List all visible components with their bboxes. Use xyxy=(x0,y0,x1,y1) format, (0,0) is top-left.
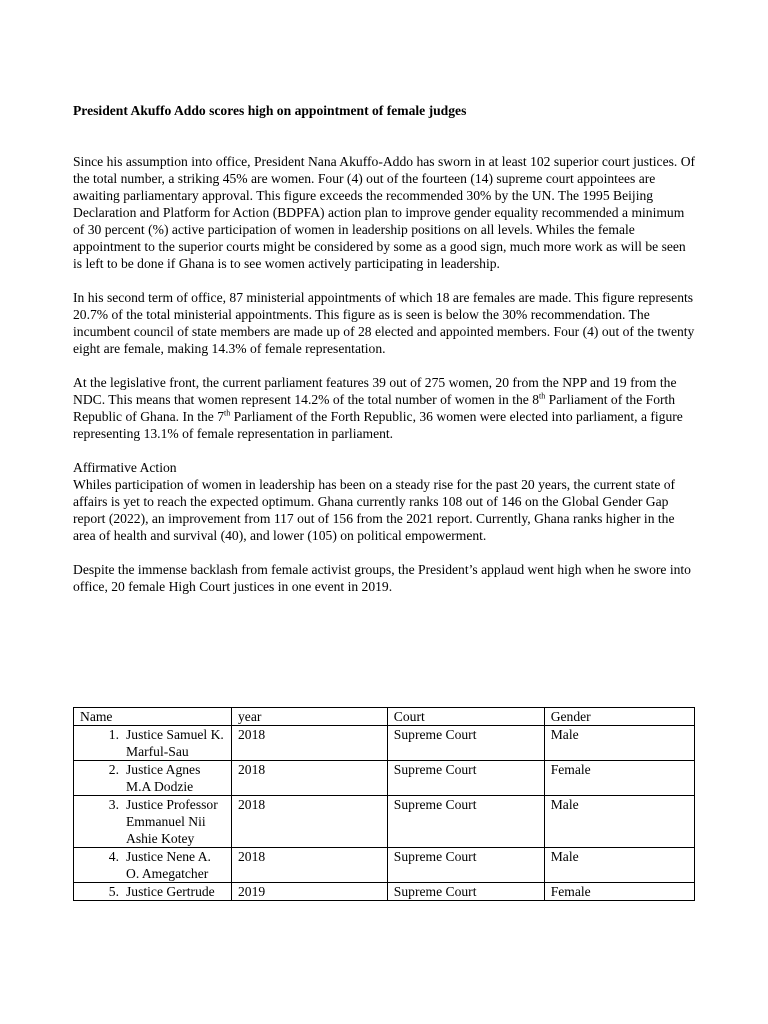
cell-gender: Male xyxy=(544,848,694,883)
section-heading-affirmative-action: Affirmative Action xyxy=(73,460,177,475)
document-body xyxy=(73,102,697,595)
cell-gender: Male xyxy=(544,796,694,848)
header-gender: Gender xyxy=(544,708,694,726)
paragraph-high-court: Despite the immense backlash from female activist groups, the President’s applaud went high when he swore into office, 20 female High Court justices in one event in 2019. xyxy=(73,562,691,594)
judge-name: Justice Gertrude xyxy=(126,884,215,899)
superscript-th-1: th xyxy=(539,391,546,401)
cell-year: 2018 xyxy=(232,796,388,848)
paragraph-affirmative-action: Whiles participation of women in leadership has been on a steady rise for the past 20 years, the current state of affairs is yet to reach the expected optimum. Ghana currently ranks 108 out of 146 on the Global Gender Gap report (2022), an improvement from 117 out of 156 from the 2021 report. Currently, Ghana ranks higher in the area of health and survival (40), and lower (105) on political empowerment. xyxy=(73,477,676,543)
cell-court: Supreme Court xyxy=(387,883,544,901)
cell-year: 2018 xyxy=(232,761,388,796)
cell-court: Supreme Court xyxy=(387,796,544,848)
cell-court: Supreme Court xyxy=(387,848,544,883)
cell-year: 2019 xyxy=(232,883,388,901)
table-row xyxy=(74,883,695,901)
row-number: 1. xyxy=(108,727,119,742)
row-number: 3. xyxy=(108,797,119,812)
table-row xyxy=(74,761,695,796)
superscript-th-2: th xyxy=(224,408,231,418)
cell-year: 2018 xyxy=(232,848,388,883)
header-name: Name xyxy=(74,708,232,726)
paragraph-legislative-part-b: Parliament of the Forth Republic of Ghana. In the 7 xyxy=(73,392,676,424)
cell-gender: Female xyxy=(544,883,694,901)
judge-name: Justice Samuel K. Marful-Sau xyxy=(126,727,224,759)
header-court: Court xyxy=(387,708,544,726)
row-number: 2. xyxy=(108,762,119,777)
paragraph-legislative-part-a: At the legislative front, the current parliament features 39 out of 275 women, 20 from the NPP and 19 from the NDC. This means that women represent 14.2% of the total number of women in the 8 xyxy=(73,375,677,407)
cell-gender: Male xyxy=(544,726,694,761)
row-number: 5. xyxy=(108,884,119,899)
table-row xyxy=(74,726,695,761)
cell-court: Supreme Court xyxy=(387,726,544,761)
judge-name: Justice Professor Emmanuel Nii Ashie Kotey xyxy=(126,797,218,846)
header-year: year xyxy=(232,708,388,726)
row-number: 4. xyxy=(108,849,119,864)
table-row xyxy=(74,796,695,848)
cell-name xyxy=(74,796,232,848)
table-header-row xyxy=(74,708,695,726)
paragraph-legislative-part-c: Parliament of the Forth Republic, 36 women were elected into parliament, a figure representing 13.1% of female representation in parliament. xyxy=(73,409,683,441)
paragraph-legislative xyxy=(73,374,697,442)
cell-year: 2018 xyxy=(232,726,388,761)
cell-name xyxy=(74,848,232,883)
judge-name: Justice Agnes M.A Dodzie xyxy=(126,762,201,794)
paragraph-superior-courts: Since his assumption into office, President Nana Akuffo-Addo has sworn in at least 102 superior court justices. Of the total number, a striking 45% are women. Four (4) out of the fourteen (14) supreme court appointees are awaiting parliamentary approval. This figure exceeds the recommended 30% by the UN. The 1995 Beijing Declaration and Platform for Action (BDPFA) action plan to improve gender equality recommended a minimum of 30 percent (%) active participation of women in leadership positions on all levels. Whiles the female appointment to the superior courts might be considered by some as a good sign, much more work as will be seen is left to be done if Ghana is to see women actively participating in leadership. xyxy=(73,154,696,271)
table-row xyxy=(74,848,695,883)
cell-name xyxy=(74,883,232,901)
cell-name xyxy=(74,726,232,761)
judges-table xyxy=(73,707,695,901)
paragraph-ministerial: In his second term of office, 87 ministerial appointments of which 18 are females are made. This figure represents 20.7% of the total ministerial appointments. This figure as is seen is below the 30% recommendation. The incumbent council of state members are made up of 28 elected and appointed members. Four (4) out of the twenty eight are female, making 14.3% of female representation. xyxy=(73,290,695,356)
cell-name xyxy=(74,761,232,796)
cell-gender: Female xyxy=(544,761,694,796)
cell-court: Supreme Court xyxy=(387,761,544,796)
judge-name: Justice Nene A. O. Amegatcher xyxy=(126,849,211,881)
article-title: President Akuffo Addo scores high on appointment of female judges xyxy=(73,103,467,118)
